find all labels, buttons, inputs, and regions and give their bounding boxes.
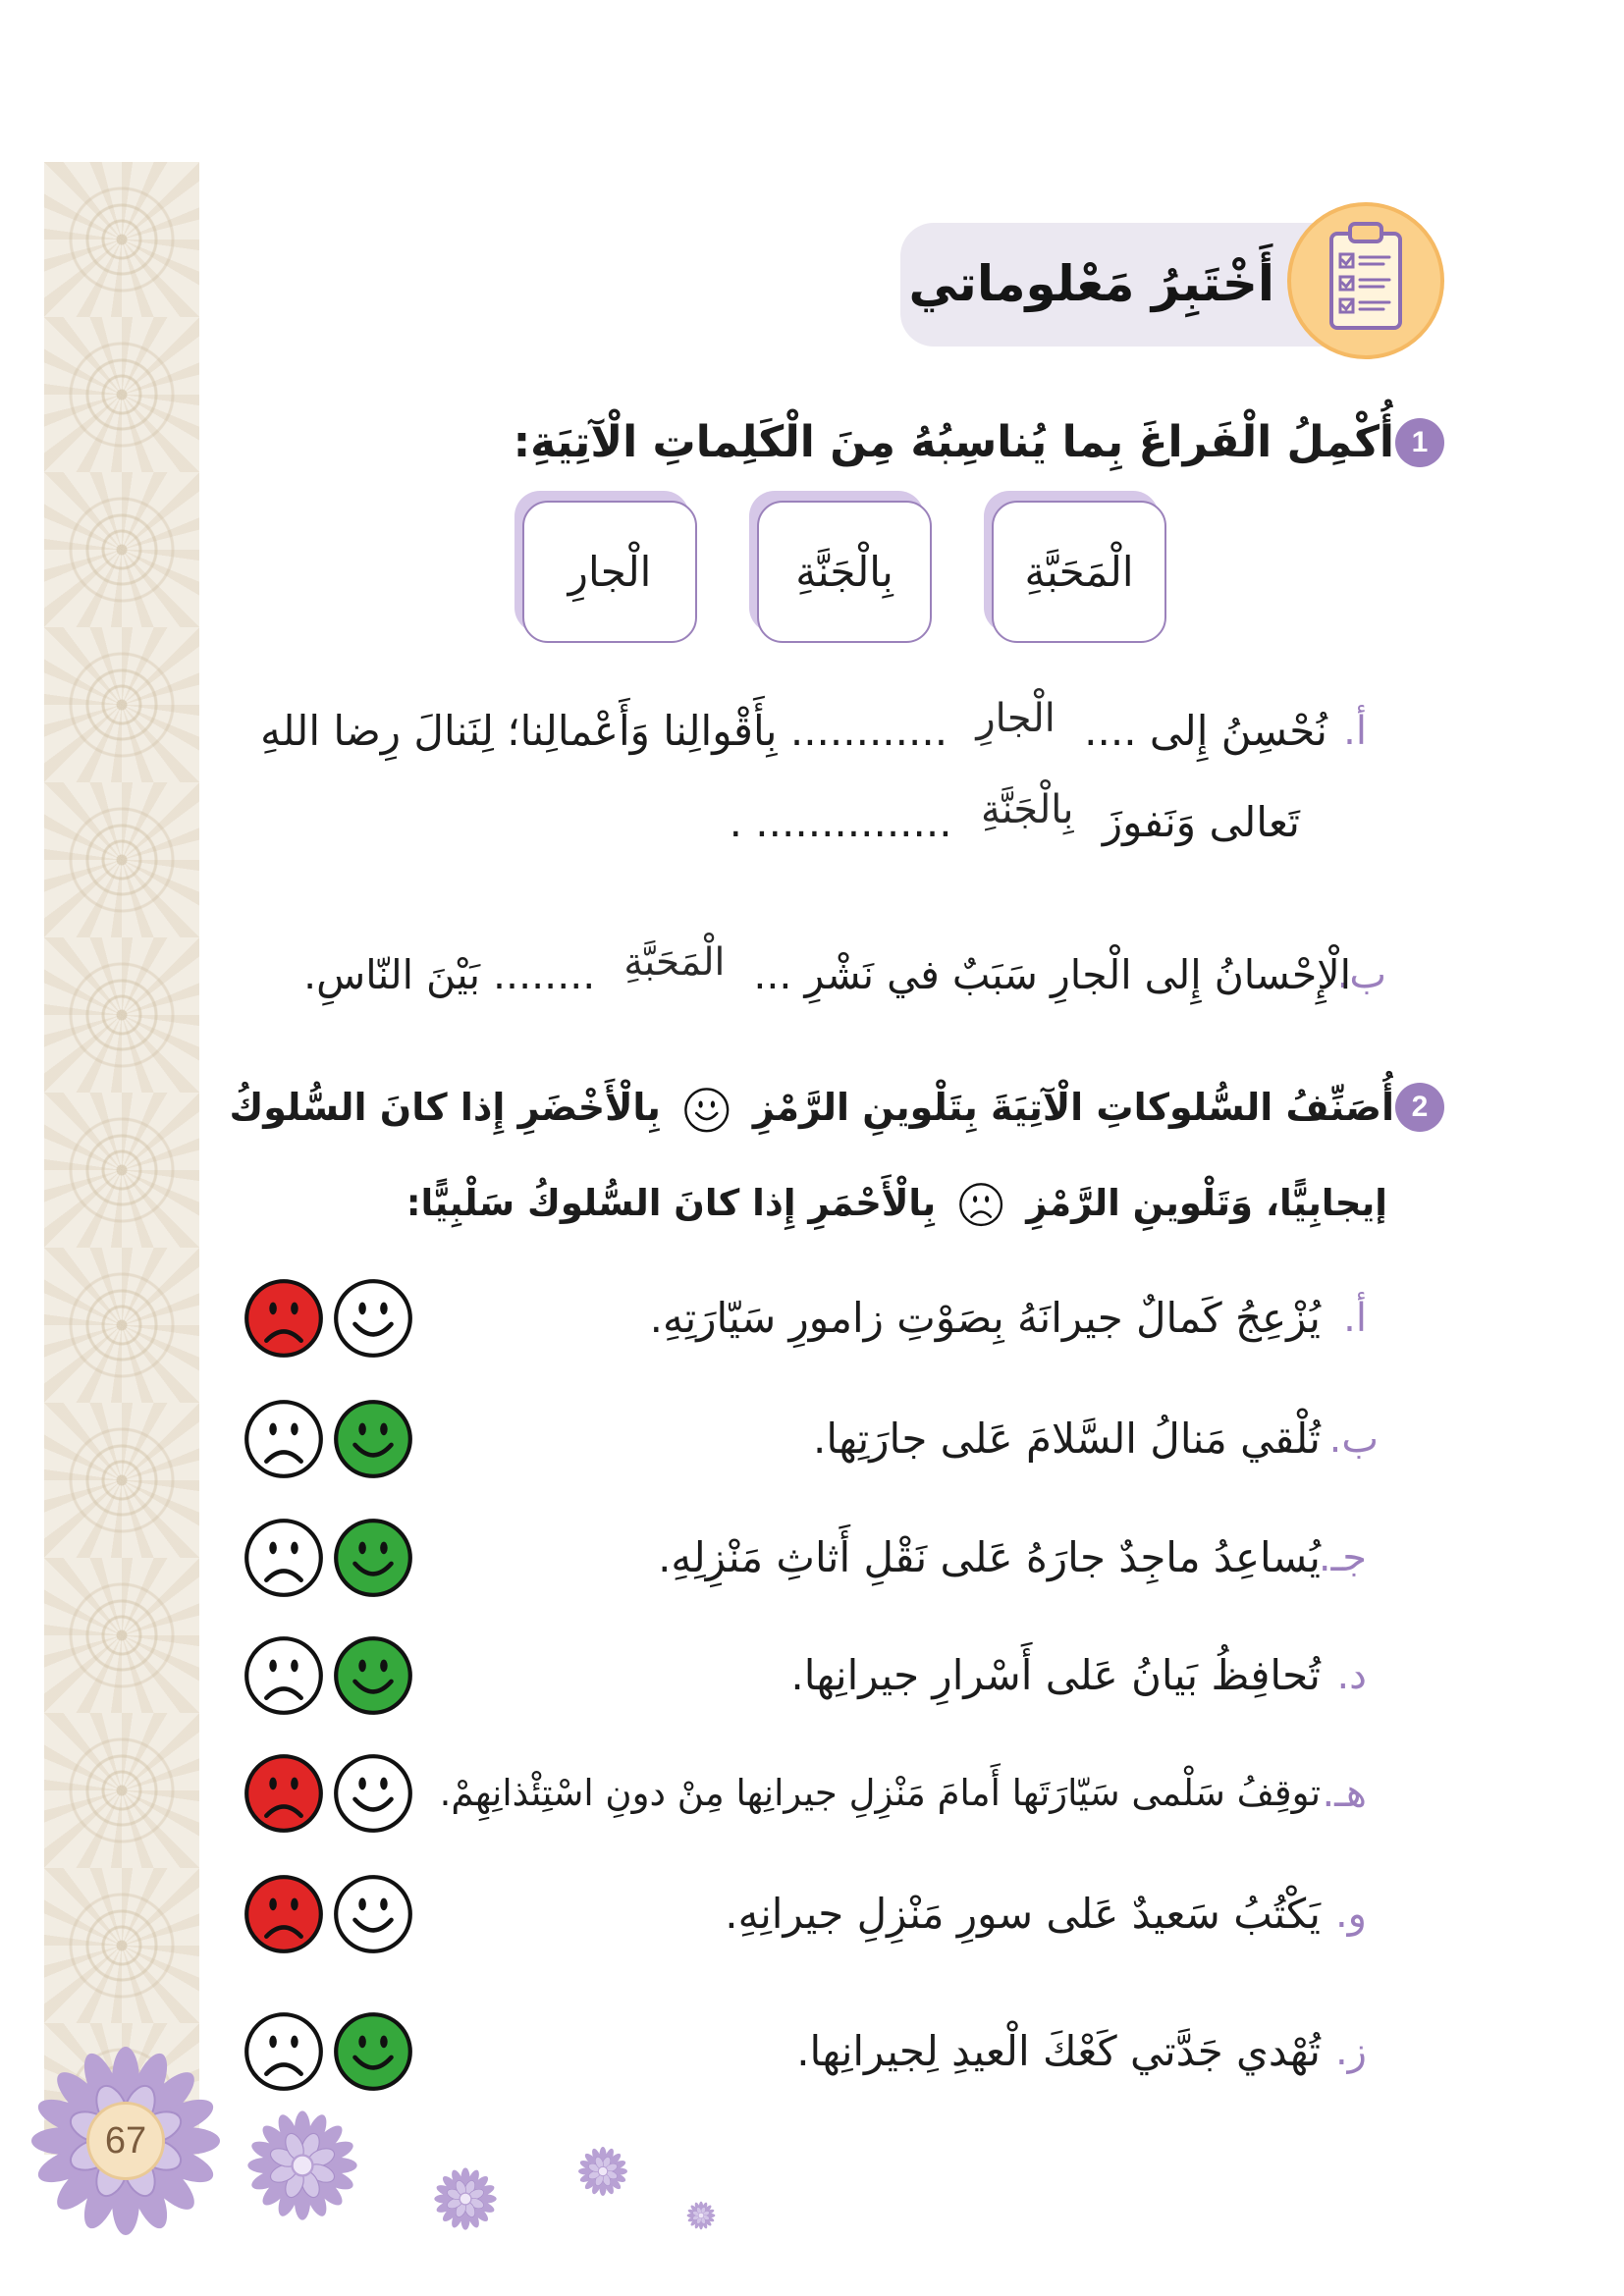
item-label: أ.	[1343, 1296, 1367, 1341]
face-circle	[686, 1089, 729, 1131]
sentence-text: تَعالى وَنَفوزَ	[1102, 798, 1300, 846]
question-2-number: 2	[1395, 1083, 1444, 1132]
face-circle	[336, 1402, 410, 1476]
item-label: ب.	[1336, 952, 1386, 997]
question-2-prompt-line	[226, 1072, 1394, 1143]
behavior-sentence: يَكْتُبُ سَعيدٌ عَلى سورِ مَنْزِلِ جيرانِهِ.	[725, 1890, 1321, 1938]
smiley-face-icon	[332, 1634, 414, 1717]
smiley-face-icon	[332, 2010, 414, 2093]
smiley-face-icon	[332, 1517, 414, 1599]
face-circle	[336, 2014, 410, 2089]
sad-face-icon	[243, 1517, 325, 1599]
prompt-text: بِالْأَحْمَرِ إِذا كانَ السُّلوكُ سَلْبِيًّا:	[406, 1182, 937, 1224]
decorative-flower	[686, 2201, 716, 2230]
item-label: هـ.	[1322, 1771, 1367, 1816]
word-bank-item: الْجارِ	[522, 501, 697, 643]
filled-answer: بِالْجَنَّةِ	[980, 787, 1074, 832]
item-label: و.	[1334, 1892, 1367, 1937]
item-label: ب.	[1328, 1416, 1379, 1462]
decorative-side-strip	[44, 162, 199, 2155]
filled-answer: الْجارِ	[976, 696, 1056, 741]
sad-face-icon	[243, 1277, 325, 1360]
face-circle	[246, 1521, 321, 1595]
smiley-face-icon	[683, 1087, 731, 1134]
filled-answer: الْمَحَبَّةِ	[623, 940, 726, 985]
face-circle	[246, 1877, 321, 1951]
word-bank-item: الْمَحَبَّةِ	[992, 501, 1166, 643]
page-number: 67	[86, 2102, 165, 2180]
prompt-text: أُصَنِّفُ السُّلوكاتِ الْآتِيَةَ بِتَلْوينِ الرَّمْزِ	[752, 1086, 1394, 1129]
sad-face-icon	[243, 1873, 325, 1955]
prompt-text: بِالْأَخْضَرِ إِذا كانَ السُّلوكُ	[229, 1086, 661, 1129]
behavior-sentence: تُهْدي جَدَّتي كَعْكَ الْعيدِ لِجيرانِها.	[796, 2027, 1321, 2075]
smiley-face-icon	[332, 1277, 414, 1360]
face-circle	[246, 1756, 321, 1831]
face-circle	[960, 1185, 1001, 1226]
smiley-face-icon	[332, 1398, 414, 1480]
question-1-number: 1	[1395, 418, 1444, 467]
sad-face-icon	[243, 2010, 325, 2093]
prompt-text: إيجابِيًّا، وَتَلْوينِ الرَّمْزِ	[1026, 1182, 1387, 1224]
face-circle	[336, 1756, 410, 1831]
behavior-sentence: يُساعِدُ ماجِدٌ جارَهُ عَلى نَقْلِ أَثاثِ مَنْزِلِهِ.	[658, 1533, 1321, 1581]
behavior-sentence: توقِفُ سَلْمى سَيّارَتَها أَمامَ مَنْزِلِ جيرانِها مِنْ دونِ اسْتِئْذانِهِمْ.	[439, 1772, 1321, 1814]
face-circle	[336, 1877, 410, 1951]
item-label: جـ.	[1318, 1535, 1367, 1580]
face-circle	[246, 1281, 321, 1356]
fill-in-sentence-line	[514, 787, 1300, 858]
face-circle	[336, 1638, 410, 1713]
sentence-text: الْإِحْسانُ إِلى الْجارِ سَبَبٌ في نَشْرِ ...	[753, 951, 1351, 998]
item-label: د.	[1336, 1653, 1367, 1698]
item-label: أ.	[1343, 709, 1367, 754]
decorative-flower	[577, 2146, 628, 2197]
smiley-face-icon	[332, 1873, 414, 1955]
behavior-sentence: تُلْقي مَنالُ السَّلامَ عَلى جارَتِها.	[813, 1415, 1321, 1463]
sentence-text: ........ بَيْنَ النّاسِ.	[303, 951, 596, 998]
section-title: أَخْتَبِرُ مَعْلوماتي	[908, 255, 1274, 312]
sad-face-icon	[243, 1634, 325, 1717]
behavior-sentence: تُحافِظُ بَيانُ عَلى أَسْرارِ جيرانِها.	[790, 1651, 1321, 1699]
face-circle	[246, 1402, 321, 1476]
sad-face-icon	[243, 1398, 325, 1480]
item-label: ز.	[1334, 2029, 1367, 2074]
fill-in-sentence-line	[228, 696, 1327, 767]
decorative-flower	[245, 2109, 359, 2222]
clipboard-checklist-icon	[1285, 200, 1446, 361]
face-circle	[246, 2014, 321, 2089]
face-circle	[336, 1521, 410, 1595]
sad-face-icon	[243, 1752, 325, 1835]
sentence-text: نُحْسِنُ إِلى ....	[1084, 707, 1327, 755]
fill-in-sentence-line	[295, 939, 1351, 1010]
sentence-text: ............ بِأَقْوالِنا وَأَعْمالِنا؛ لِنَنالَ رِضا اللهِ	[260, 707, 948, 755]
face-circle	[246, 1638, 321, 1713]
word-bank-item: بِالْجَنَّةِ	[757, 501, 932, 643]
sentence-text: ............... .	[729, 798, 952, 846]
behavior-sentence: يُزْعِجُ كَمالٌ جيرانَهُ بِصَوْتِ زامورِ سَيّارَتِهِ.	[649, 1294, 1321, 1342]
question-1-prompt: أُكْمِلُ الْفَراغَ بِما يُناسِبُهُ مِنَ الْكَلِماتِ الْآتِيَةِ:	[513, 417, 1394, 467]
face-circle	[336, 1281, 410, 1356]
question-2-prompt-line	[406, 1168, 1387, 1239]
smiley-face-icon	[332, 1752, 414, 1835]
decorative-flower	[433, 2166, 498, 2231]
sad-face-icon	[958, 1182, 1003, 1227]
